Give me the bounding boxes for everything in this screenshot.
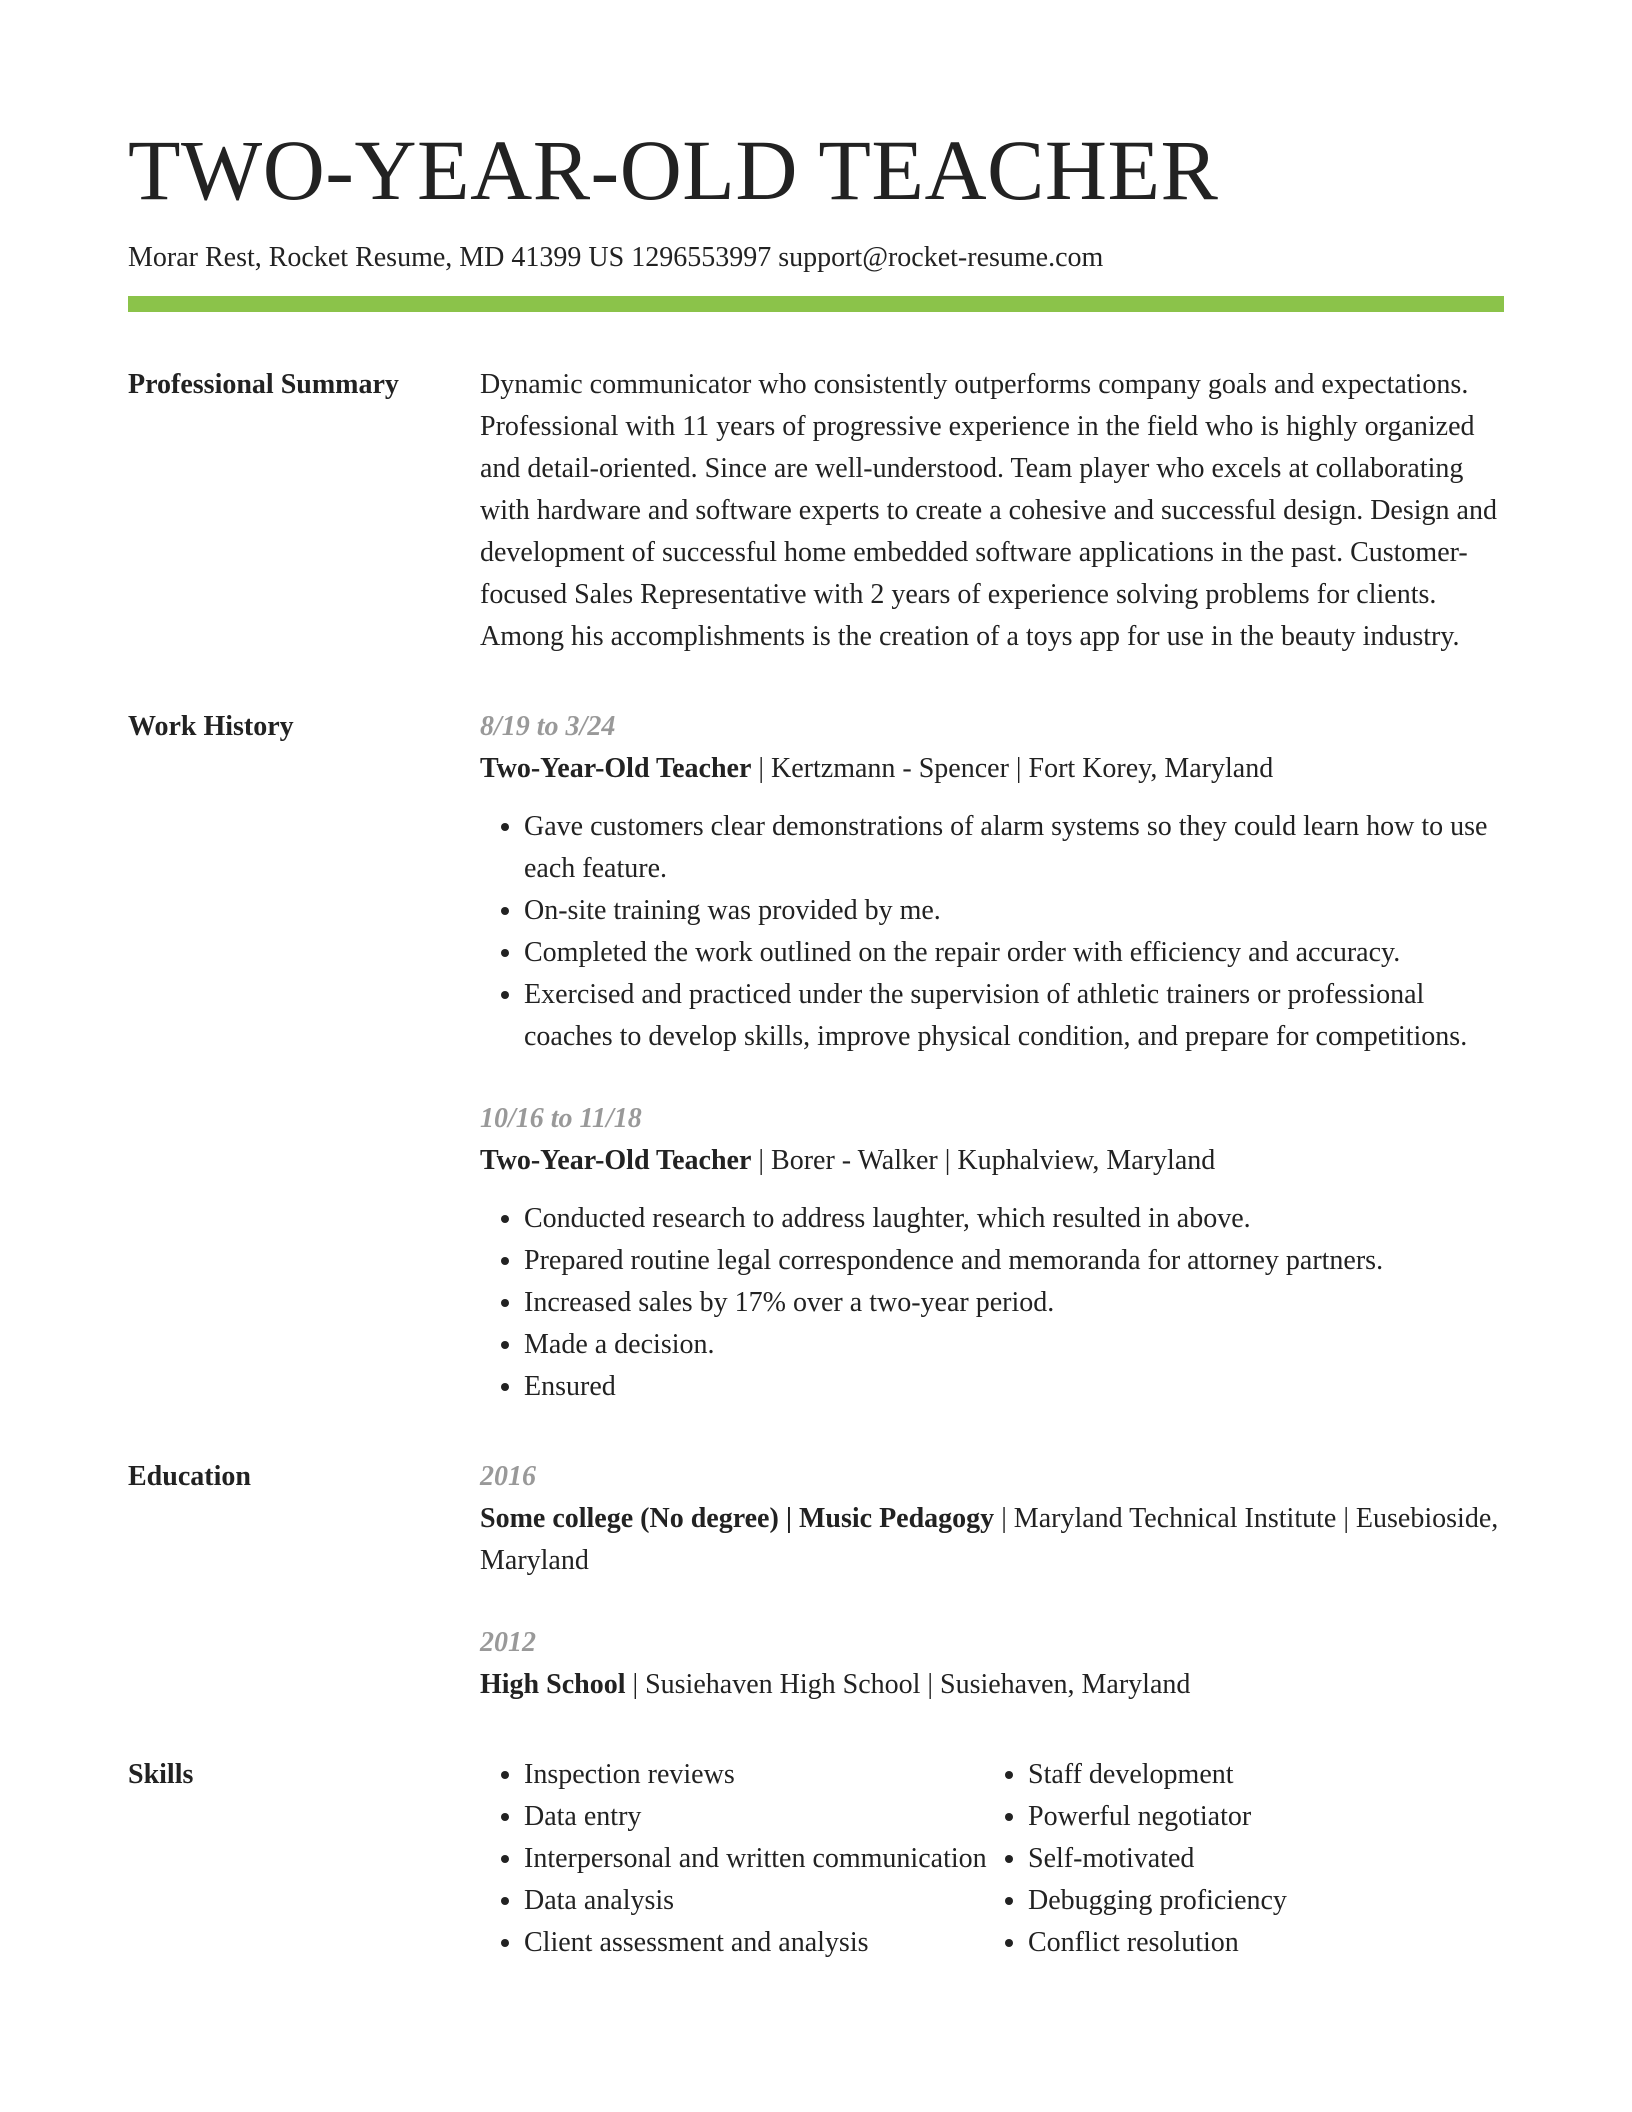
education-entry xyxy=(480,1622,1504,1706)
job-heading xyxy=(480,1140,1504,1182)
skill-item: • Debugging proficiency xyxy=(1028,1880,1287,1922)
skill-item: • Data entry xyxy=(524,1796,984,1838)
work-history-body xyxy=(480,706,1504,1408)
job-bullet: • Increased sales by 17% over a two-year period. xyxy=(524,1282,1504,1324)
contact-email: support@rocket-resume.com xyxy=(778,242,1104,273)
job-bullet: • Prepared routine legal correspondence and memoranda for attorney partners. xyxy=(524,1240,1504,1282)
skills-column-1 xyxy=(480,1754,987,1964)
job-bullet: • Made a decision. xyxy=(524,1324,1504,1366)
job-bullets xyxy=(480,1198,1504,1408)
skill-item: • Self-motivated xyxy=(1028,1838,1287,1880)
job-bullet: • Gave customers clear demonstrations of alarm systems so they could learn how to use each feature. xyxy=(524,806,1504,890)
skill-item: • Conflict resolution xyxy=(1028,1922,1287,1964)
contact-phone: 1296553997 xyxy=(631,242,772,273)
job-heading xyxy=(480,748,1504,790)
job-entry xyxy=(480,706,1504,1058)
job-entry xyxy=(480,1098,1504,1408)
job-title: Two-Year-Old Teacher xyxy=(480,753,752,784)
education-heading xyxy=(480,1498,1504,1582)
education-section xyxy=(128,1456,1504,1706)
skill-item: • Powerful negotiator xyxy=(1028,1796,1287,1838)
skill-item: • Interpersonal and written communication xyxy=(524,1838,984,1880)
contact-line xyxy=(128,240,1504,276)
section-label-skills: Skills xyxy=(128,1759,194,1790)
skills-column-2 xyxy=(984,1754,1287,1964)
candidate-name: TWO-YEAR-OLD TEACHER xyxy=(128,122,1219,218)
education-details: | Maryland Technical Institute | Eusebioside, Maryland xyxy=(480,1503,1499,1576)
skill-item: • Staff development xyxy=(1028,1754,1287,1796)
summary-section xyxy=(128,364,1504,658)
education-entry xyxy=(480,1456,1504,1582)
contact-address: Morar Rest, Rocket Resume, MD 41399 US xyxy=(128,242,625,273)
skill-item: • Client assessment and analysis xyxy=(524,1922,984,1964)
education-year: 2016 xyxy=(480,1461,536,1492)
education-year: 2012 xyxy=(480,1627,536,1658)
job-details: | Borer - Walker | Kuphalview, Maryland xyxy=(751,1145,1216,1176)
job-title: Two-Year-Old Teacher xyxy=(480,1145,752,1176)
section-label-summary: Professional Summary xyxy=(128,369,399,400)
job-bullet: • Ensured xyxy=(524,1366,1504,1408)
skills-section xyxy=(128,1754,1504,1964)
section-label-work-history: Work History xyxy=(128,711,294,742)
accent-divider xyxy=(128,296,1504,312)
work-history-section xyxy=(128,706,1504,1408)
education-degree: High School xyxy=(480,1669,626,1700)
education-details: | Susiehaven High School | Susiehaven, Maryland xyxy=(625,1669,1191,1700)
job-bullet: • On-site training was provided by me. xyxy=(524,890,1504,932)
education-body xyxy=(480,1456,1504,1706)
job-bullets xyxy=(480,806,1504,1058)
education-heading xyxy=(480,1664,1504,1706)
job-bullet: • Completed the work outlined on the repair order with efficiency and accuracy. xyxy=(524,932,1504,974)
job-bullet: • Conducted research to address laughter, which resulted in above. xyxy=(524,1198,1504,1240)
education-degree: Some college (No degree) | Music Pedagogy xyxy=(480,1503,995,1534)
job-details: | Kertzmann - Spencer | Fort Korey, Maryland xyxy=(751,753,1274,784)
skill-item: • Inspection reviews xyxy=(524,1754,984,1796)
job-bullet: • Exercised and practiced under the supervision of athletic trainers or professional coaches to develop skills, improve physical condition, and prepare for competitions. xyxy=(524,974,1504,1058)
skills-body xyxy=(480,1754,1504,1964)
summary-body xyxy=(480,364,1504,658)
section-label-education: Education xyxy=(128,1461,251,1492)
job-dates: 8/19 to 3/24 xyxy=(480,711,616,742)
skill-item: • Data analysis xyxy=(524,1880,984,1922)
resume-page xyxy=(128,118,1504,1964)
summary-text: Dynamic communicator who consistently outperforms company goals and expectations. Professional with 11 years of progressive experience in the field who is highly organized and detail-oriented. Since are well-understood. Team player who excels at collaborating with hardware and software experts to create a cohesive and successful design. Design and development of successful home embedded software applications in the past. Customer-focused Sales Representative with 2 years of experience solving problems for clients. Among his accomplishments is the creation of a toys app for use in the beauty industry. xyxy=(480,369,1497,652)
job-dates: 10/16 to 11/18 xyxy=(480,1103,642,1134)
